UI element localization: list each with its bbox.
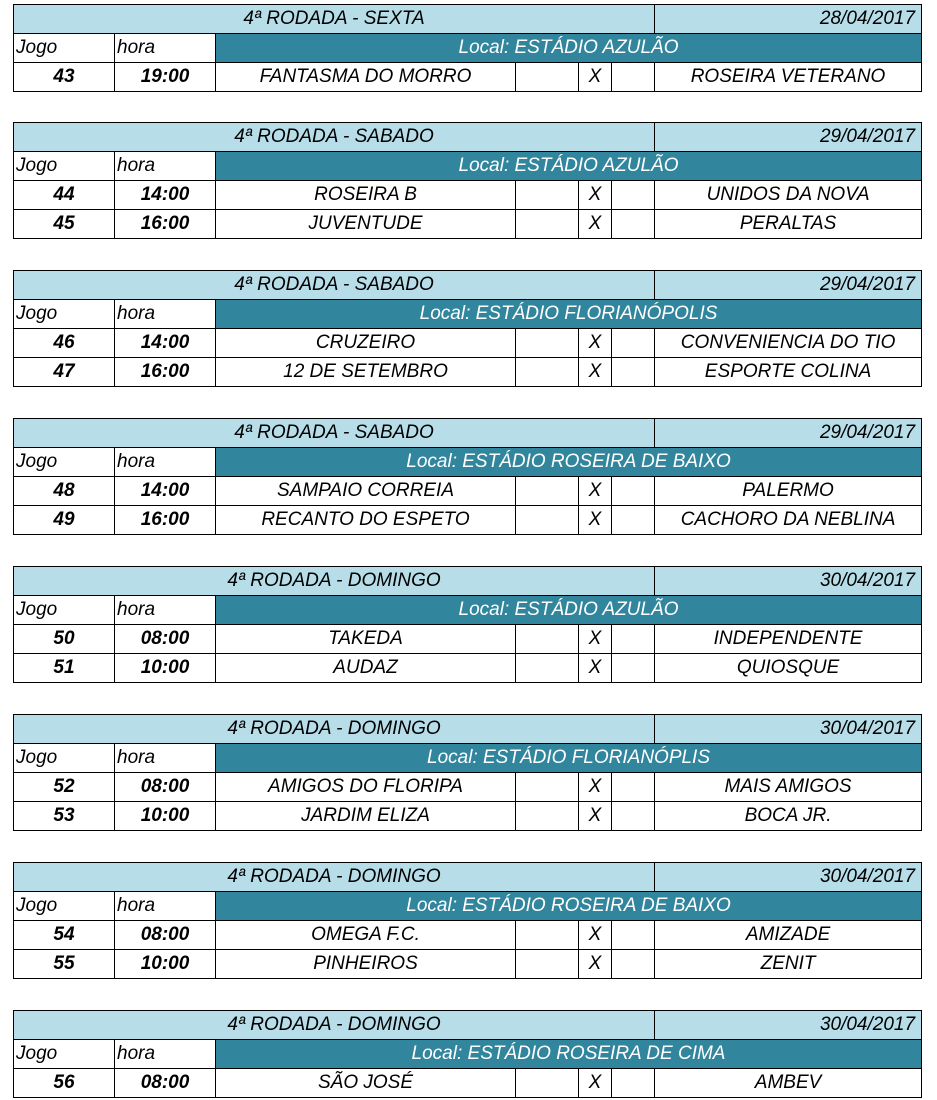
venue-label: Local: ESTÁDIO FLORIANÓPLIS [216,744,922,773]
game-row [14,63,922,92]
game-row [14,477,922,506]
away-score-cell [612,654,655,683]
game-time: 16:00 [115,210,216,239]
game-row [14,506,922,535]
round-header-row [14,419,922,448]
home-team: 12 DE SETEMBRO [216,358,516,387]
round-table [13,1010,922,1098]
game-row [14,1069,922,1098]
home-score-cell [516,921,579,950]
game-number: 46 [14,329,115,358]
game-time: 16:00 [115,506,216,535]
label-row [14,744,922,773]
label-row [14,34,922,63]
label-row [14,596,922,625]
away-team: UNIDOS DA NOVA [655,181,922,210]
round-title: 4ª RODADA - SABADO [14,271,655,300]
label-row [14,892,922,921]
game-time: 14:00 [115,181,216,210]
versus-mark: X [579,1069,612,1098]
round-block [13,1010,921,1098]
game-number: 49 [14,506,115,535]
round-block [13,4,921,92]
away-score-cell [612,625,655,654]
game-number: 51 [14,654,115,683]
game-label: Jogo [14,744,115,773]
game-label: Jogo [14,34,115,63]
away-score-cell [612,506,655,535]
game-number: 45 [14,210,115,239]
label-row [14,152,922,181]
versus-mark: X [579,654,612,683]
game-time: 08:00 [115,773,216,802]
game-number: 43 [14,63,115,92]
home-score-cell [516,63,579,92]
home-team: RECANTO DO ESPETO [216,506,516,535]
away-team: AMBEV [655,1069,922,1098]
game-row [14,625,922,654]
away-score-cell [612,358,655,387]
round-header-row [14,715,922,744]
round-title: 4ª RODADA - SEXTA [14,5,655,34]
round-header-row [14,567,922,596]
round-title: 4ª RODADA - SABADO [14,419,655,448]
round-table [13,862,922,979]
time-label: hora [115,892,216,921]
round-date: 29/04/2017 [655,419,922,448]
game-time: 10:00 [115,950,216,979]
round-title: 4ª RODADA - DOMINGO [14,567,655,596]
game-time: 10:00 [115,654,216,683]
away-score-cell [612,329,655,358]
round-header-row [14,123,922,152]
versus-mark: X [579,802,612,831]
round-title: 4ª RODADA - DOMINGO [14,1011,655,1040]
round-header-row [14,5,922,34]
away-team: MAIS AMIGOS [655,773,922,802]
game-label: Jogo [14,448,115,477]
away-team: CACHORO DA NEBLINA [655,506,922,535]
round-title: 4ª RODADA - SABADO [14,123,655,152]
game-label: Jogo [14,152,115,181]
time-label: hora [115,596,216,625]
home-score-cell [516,773,579,802]
away-team: INDEPENDENTE [655,625,922,654]
time-label: hora [115,34,216,63]
home-score-cell [516,625,579,654]
versus-mark: X [579,329,612,358]
home-team: PINHEIROS [216,950,516,979]
away-score-cell [612,63,655,92]
home-team: FANTASMA DO MORRO [216,63,516,92]
home-score-cell [516,802,579,831]
home-team: JARDIM ELIZA [216,802,516,831]
time-label: hora [115,448,216,477]
away-team: ROSEIRA VETERANO [655,63,922,92]
away-score-cell [612,181,655,210]
home-score-cell [516,1069,579,1098]
venue-label: Local: ESTÁDIO ROSEIRA DE BAIXO [216,892,922,921]
round-date: 29/04/2017 [655,271,922,300]
away-team: AMIZADE [655,921,922,950]
versus-mark: X [579,625,612,654]
home-team: JUVENTUDE [216,210,516,239]
home-score-cell [516,477,579,506]
game-label: Jogo [14,892,115,921]
game-row [14,921,922,950]
venue-label: Local: ESTÁDIO AZULÃO [216,596,922,625]
venue-label: Local: ESTÁDIO AZULÃO [216,152,922,181]
venue-label: Local: ESTÁDIO ROSEIRA DE CIMA [216,1040,922,1069]
home-team: CRUZEIRO [216,329,516,358]
round-table [13,4,922,92]
versus-mark: X [579,210,612,239]
versus-mark: X [579,63,612,92]
versus-mark: X [579,358,612,387]
home-score-cell [516,181,579,210]
time-label: hora [115,744,216,773]
round-header-row [14,863,922,892]
game-number: 48 [14,477,115,506]
home-team: AMIGOS DO FLORIPA [216,773,516,802]
home-team: ROSEIRA B [216,181,516,210]
away-team: ESPORTE COLINA [655,358,922,387]
game-time: 08:00 [115,1069,216,1098]
home-score-cell [516,329,579,358]
game-time: 16:00 [115,358,216,387]
away-team: PERALTAS [655,210,922,239]
versus-mark: X [579,950,612,979]
game-number: 52 [14,773,115,802]
away-team: PALERMO [655,477,922,506]
round-header-row [14,1011,922,1040]
home-team: SÃO JOSÉ [216,1069,516,1098]
game-time: 14:00 [115,477,216,506]
label-row [14,300,922,329]
round-date: 30/04/2017 [655,567,922,596]
away-score-cell [612,773,655,802]
game-label: Jogo [14,300,115,329]
home-team: SAMPAIO CORREIA [216,477,516,506]
game-row [14,181,922,210]
round-block [13,270,921,387]
versus-mark: X [579,921,612,950]
round-date: 30/04/2017 [655,715,922,744]
versus-mark: X [579,506,612,535]
game-row [14,950,922,979]
game-time: 10:00 [115,802,216,831]
game-row [14,329,922,358]
round-date: 30/04/2017 [655,863,922,892]
round-title: 4ª RODADA - DOMINGO [14,863,655,892]
time-label: hora [115,152,216,181]
round-table [13,270,922,387]
away-score-cell [612,802,655,831]
versus-mark: X [579,477,612,506]
game-row [14,802,922,831]
away-score-cell [612,921,655,950]
home-score-cell [516,654,579,683]
round-title: 4ª RODADA - DOMINGO [14,715,655,744]
label-row [14,448,922,477]
away-score-cell [612,1069,655,1098]
away-team: QUIOSQUE [655,654,922,683]
away-score-cell [612,477,655,506]
game-time: 14:00 [115,329,216,358]
game-number: 55 [14,950,115,979]
game-number: 56 [14,1069,115,1098]
round-table [13,122,922,239]
away-team: CONVENIENCIA DO TIO [655,329,922,358]
away-score-cell [612,950,655,979]
game-row [14,210,922,239]
away-team: BOCA JR. [655,802,922,831]
venue-label: Local: ESTÁDIO AZULÃO [216,34,922,63]
round-table [13,714,922,831]
game-time: 19:00 [115,63,216,92]
game-label: Jogo [14,1040,115,1069]
game-label: Jogo [14,596,115,625]
round-block [13,714,921,831]
round-table [13,418,922,535]
game-time: 08:00 [115,625,216,654]
home-score-cell [516,506,579,535]
round-block [13,418,921,535]
home-score-cell [516,950,579,979]
away-score-cell [612,210,655,239]
game-row [14,654,922,683]
time-label: hora [115,300,216,329]
versus-mark: X [579,773,612,802]
round-date: 29/04/2017 [655,123,922,152]
game-number: 54 [14,921,115,950]
round-date: 28/04/2017 [655,5,922,34]
game-time: 08:00 [115,921,216,950]
venue-label: Local: ESTÁDIO FLORIANÓPOLIS [216,300,922,329]
game-row [14,358,922,387]
venue-label: Local: ESTÁDIO ROSEIRA DE BAIXO [216,448,922,477]
round-header-row [14,271,922,300]
home-score-cell [516,358,579,387]
game-number: 47 [14,358,115,387]
home-score-cell [516,210,579,239]
home-team: TAKEDA [216,625,516,654]
time-label: hora [115,1040,216,1069]
game-number: 50 [14,625,115,654]
home-team: OMEGA F.C. [216,921,516,950]
game-number: 53 [14,802,115,831]
versus-mark: X [579,181,612,210]
round-block [13,122,921,239]
round-block [13,862,921,979]
label-row [14,1040,922,1069]
home-team: AUDAZ [216,654,516,683]
round-block [13,566,921,683]
round-date: 30/04/2017 [655,1011,922,1040]
game-number: 44 [14,181,115,210]
round-table [13,566,922,683]
game-row [14,773,922,802]
away-team: ZENIT [655,950,922,979]
